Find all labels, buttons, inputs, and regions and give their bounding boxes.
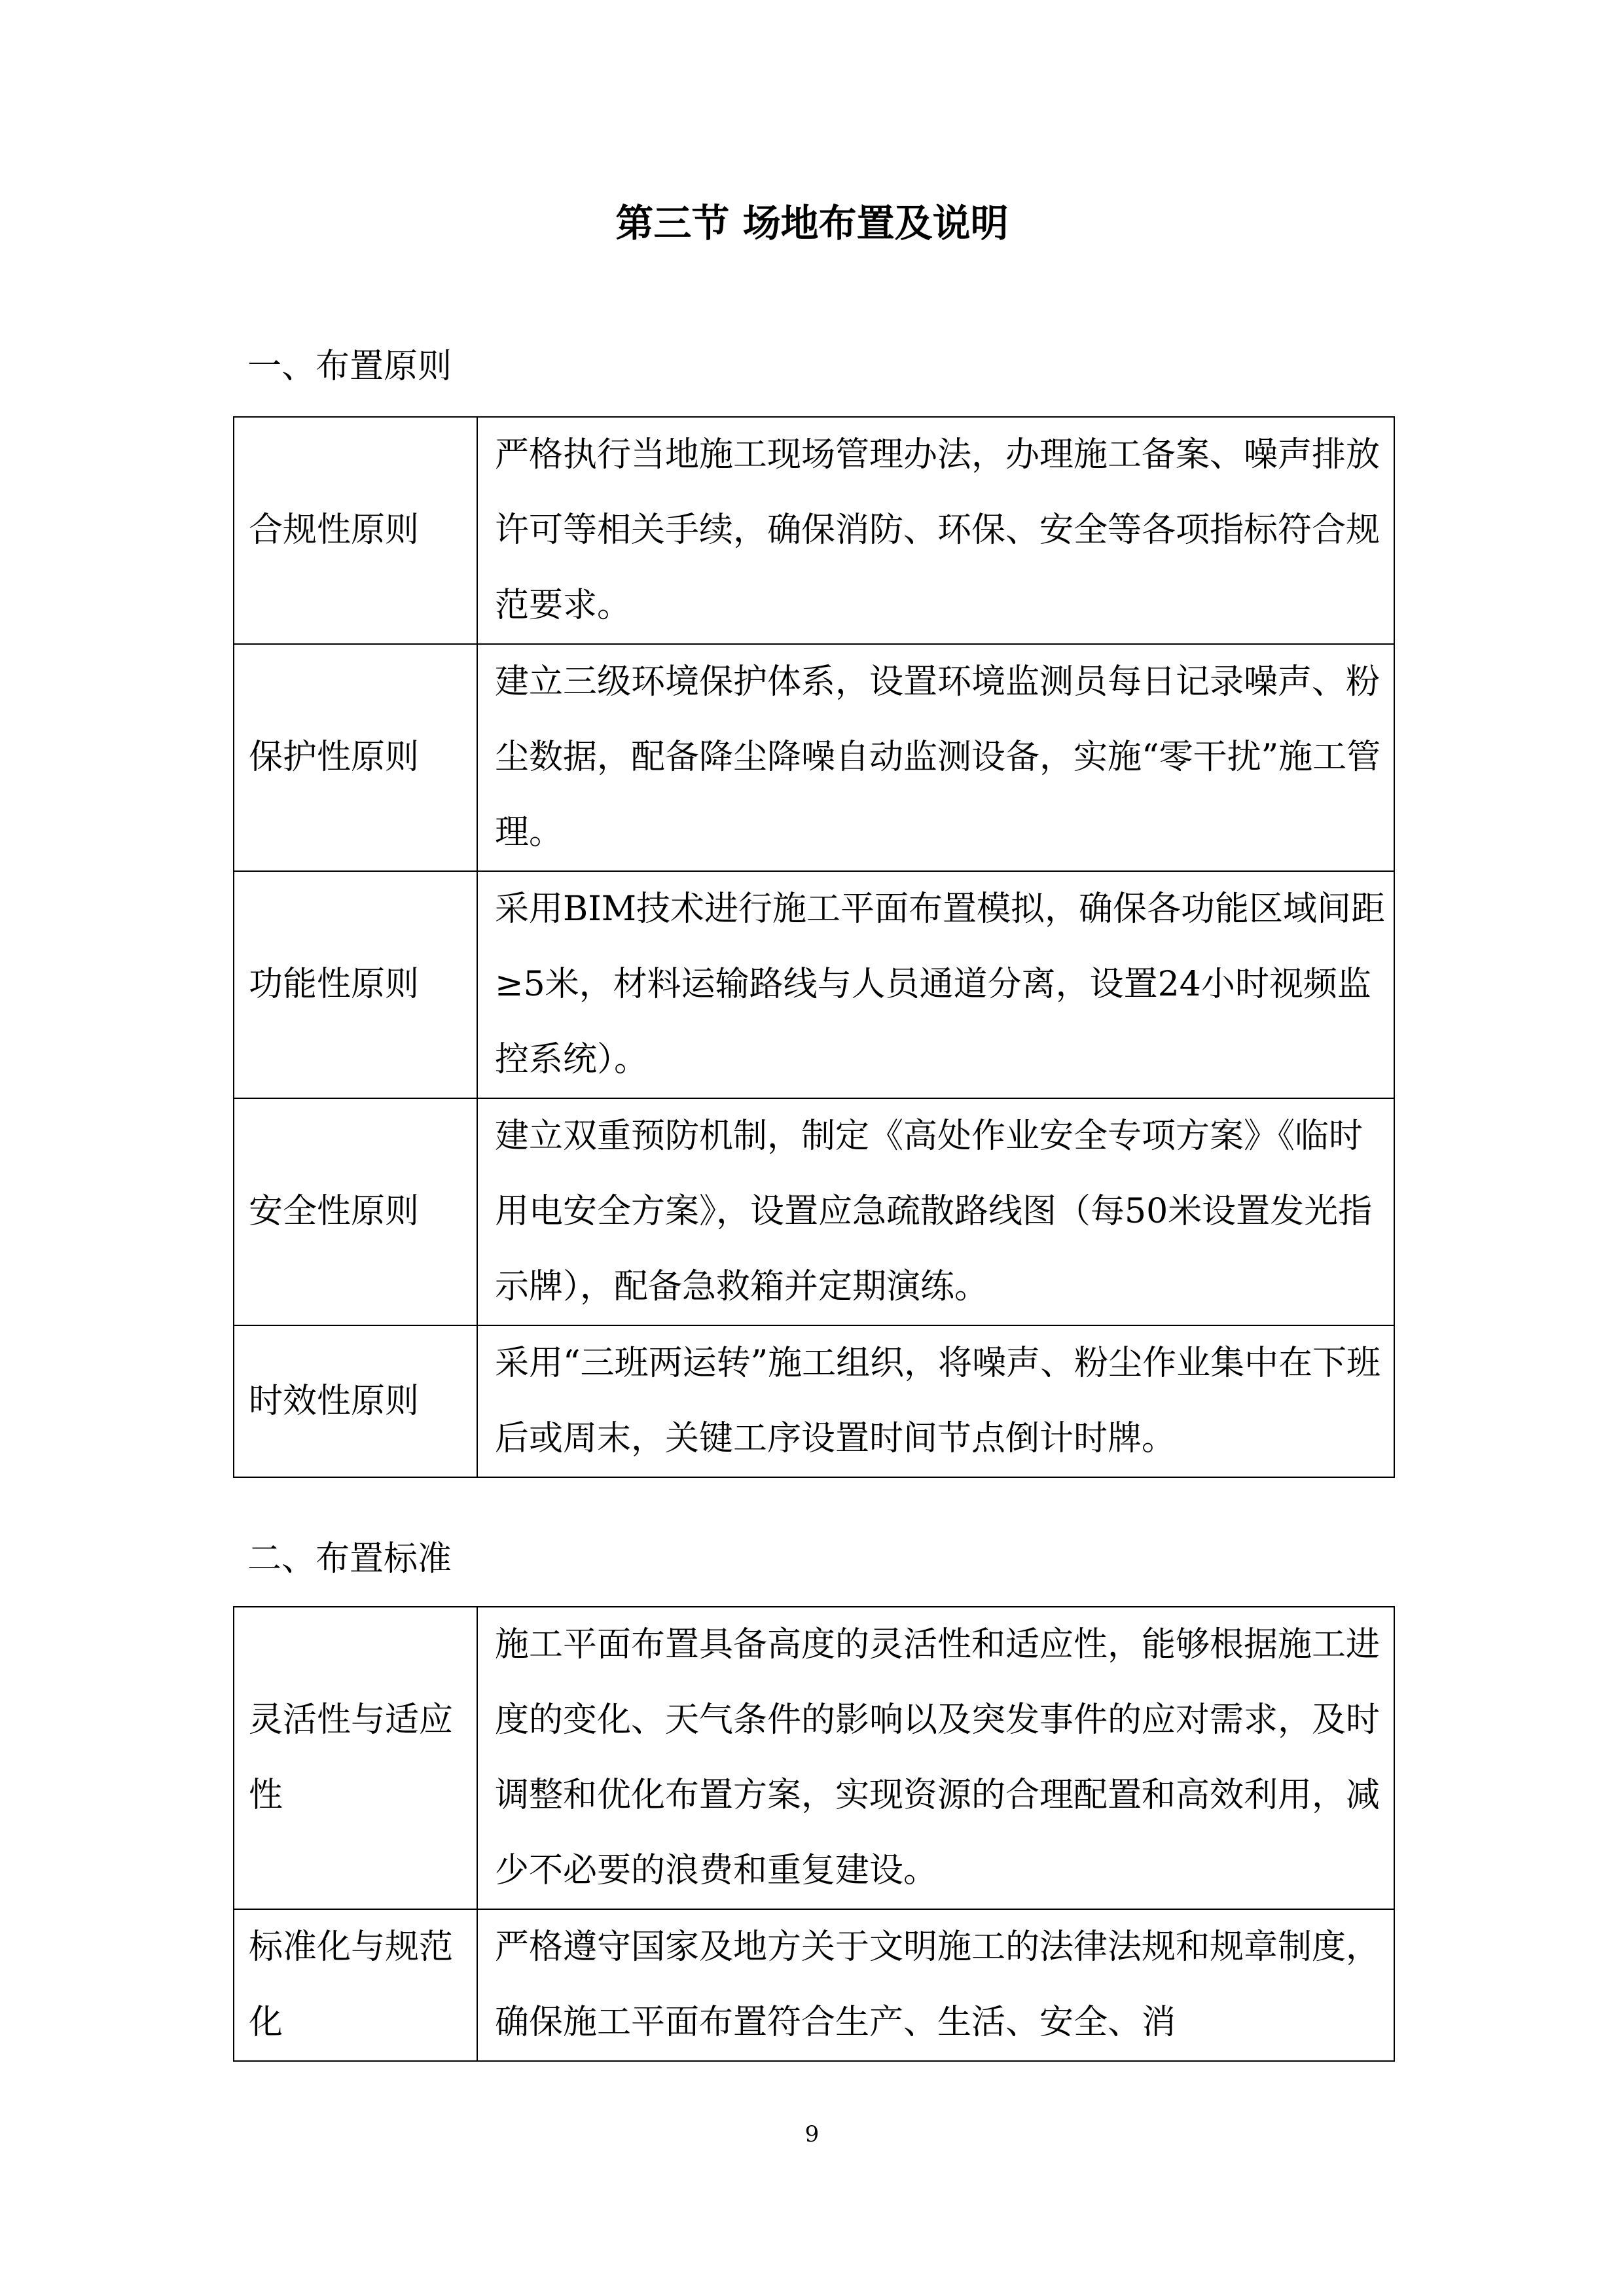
row-description: 建立双重预防机制，制定《高处作业安全专项方案》《临时用电安全方案》，设置应急疏散路线图（每50米设置发光指示牌），配备急救箱并定期演练。: [477, 1098, 1394, 1325]
table-row: [234, 1909, 1394, 2061]
section-heading-standards: 二、布置标准: [247, 1539, 452, 1579]
row-label: 合规性原则: [234, 417, 477, 644]
table-row: [234, 417, 1394, 644]
table-row: [234, 1325, 1394, 1477]
page-title: 第三节 场地布置及说明: [615, 201, 1009, 245]
row-description: 建立三级环境保护体系，设置环境监测员每日记录噪声、粉尘数据，配备降尘降噪自动监测设备，实施“零干扰”施工管理。: [477, 644, 1394, 871]
standards-table: [233, 1606, 1395, 2062]
table-row: [234, 871, 1394, 1098]
table-row: [234, 1098, 1394, 1325]
principles-table: [233, 416, 1395, 1478]
page-number: 9: [804, 2121, 820, 2147]
row-description: 采用BIM技术进行施工平面布置模拟，确保各功能区域间距≥5米，材料运输路线与人员通道分离，设置24小时视频监控系统）。: [477, 871, 1394, 1098]
row-label: 功能性原则: [234, 871, 477, 1098]
row-description: 严格执行当地施工现场管理办法，办理施工备案、噪声排放许可等相关手续，确保消防、环保、安全等各项指标符合规范要求。: [477, 417, 1394, 644]
table-row: [234, 1607, 1394, 1909]
row-description: 严格遵守国家及地方关于文明施工的法律法规和规章制度，确保施工平面布置符合生产、生活、安全、消: [477, 1909, 1394, 2061]
table-row: [234, 644, 1394, 871]
row-label: 安全性原则: [234, 1098, 477, 1325]
row-description: 施工平面布置具备高度的灵活性和适应性，能够根据施工进度的变化、天气条件的影响以及突发事件的应对需求，及时调整和优化布置方案，实现资源的合理配置和高效利用，减少不必要的浪费和重复建设。: [477, 1607, 1394, 1909]
row-label: 灵活性与适应性: [234, 1607, 477, 1909]
row-label: 保护性原则: [234, 644, 477, 871]
row-label: 标准化与规范化: [234, 1909, 477, 2061]
section-heading-principles: 一、布置原则: [247, 347, 452, 386]
row-description: 采用“三班两运转”施工组织，将噪声、粉尘作业集中在下班后或周末，关键工序设置时间节点倒计时牌。: [477, 1325, 1394, 1477]
row-label: 时效性原则: [234, 1325, 477, 1477]
